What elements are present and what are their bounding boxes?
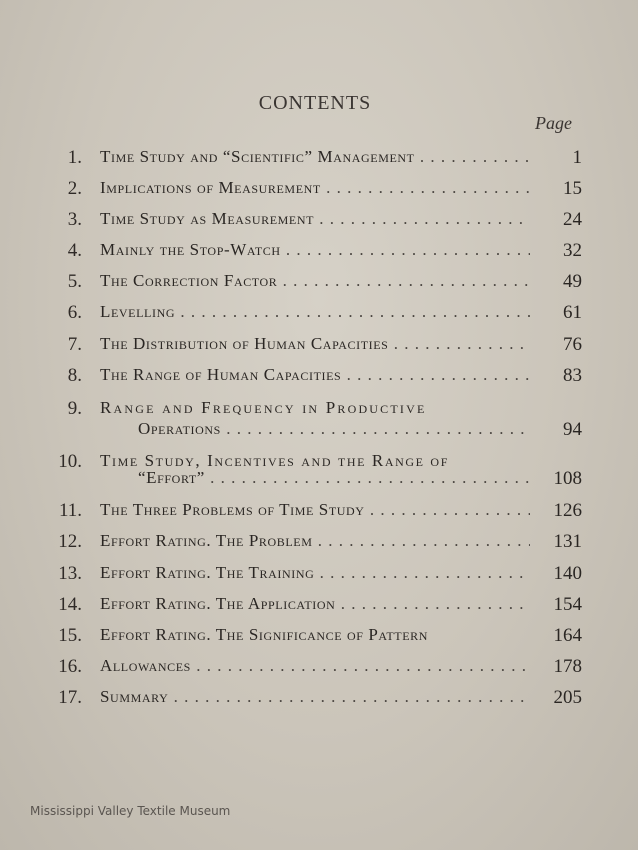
page-number: 1: [572, 147, 582, 168]
chapter-title: Effort Rating. The Problem . . .: [100, 531, 530, 551]
chapter-title: The Correction Factor . . .: [100, 271, 530, 291]
page-number: 154: [553, 594, 582, 615]
chapter-number: 4.: [67, 240, 82, 261]
chapter-number: 5.: [67, 271, 82, 292]
page-number: 126: [553, 500, 582, 521]
page-number: 140: [553, 563, 582, 584]
page-number: 76: [563, 334, 582, 355]
chapter-title: The Distribution of Human Capacities . . .: [100, 334, 530, 354]
chapter-number: 17.: [58, 687, 82, 708]
page-number: 94: [563, 419, 582, 440]
page-title: CONTENTS: [258, 92, 372, 114]
chapter-number: 16.: [58, 656, 82, 677]
chapter-number: 2.: [67, 178, 82, 199]
chapter-title: Allowances . . .: [100, 656, 530, 676]
page-number: 205: [553, 687, 582, 708]
chapter-number: 7.: [67, 334, 82, 355]
page-number: 24: [563, 209, 582, 230]
chapter-title: Summary . . .: [100, 687, 530, 707]
page-number: 108: [553, 468, 582, 489]
page-number: 178: [553, 656, 582, 677]
chapter-title: Time Study as Measurement . . .: [100, 209, 530, 229]
chapter-title: Time Study and “Scientific” Management . . .: [100, 147, 530, 167]
chapter-title: Effort Rating. The Application . . .: [100, 594, 530, 614]
chapter-number: 6.: [67, 302, 82, 323]
chapter-title-line1: Range and Frequency in Productive: [100, 398, 427, 417]
page-number: 32: [563, 240, 582, 261]
chapter-title: Mainly the Stop-Watch . . .: [100, 240, 530, 260]
page-column-label: Page: [535, 113, 572, 133]
chapter-number: 13.: [58, 563, 82, 584]
chapter-number: 8.: [67, 365, 82, 386]
page-number: 83: [563, 365, 582, 386]
page-number: 49: [563, 271, 582, 292]
chapter-number: 12.: [58, 531, 82, 552]
page-number: 131: [553, 531, 582, 552]
page-number: 15: [563, 178, 582, 199]
chapter-title-line1: Time Study, Incentives and the Range of: [100, 451, 449, 470]
chapter-number: 14.: [58, 594, 82, 615]
chapter-title-line2: Operations . . .: [138, 419, 531, 439]
chapter-number: 1.: [67, 147, 82, 168]
chapter-title: Implications of Measurement . . .: [100, 178, 530, 198]
chapter-number: 15.: [58, 625, 82, 646]
chapter-title: Levelling . . .: [100, 302, 530, 322]
page-number: 61: [563, 302, 582, 323]
chapter-number: 3.: [67, 209, 82, 230]
chapter-title: Effort Rating. The Training . . .: [100, 563, 530, 583]
watermark-text: Mississippi Valley Textile Museum: [30, 804, 231, 818]
page-number: 164: [553, 625, 582, 646]
chapter-number: 10.: [58, 451, 82, 472]
chapter-number: 9.: [67, 398, 82, 419]
chapter-title: The Range of Human Capacities . . .: [100, 365, 530, 385]
chapter-title: Effort Rating. The Significance of Pattern: [100, 625, 429, 644]
chapter-title-line2: “Effort” . . .: [138, 468, 531, 488]
chapter-title: The Three Problems of Time Study . . .: [100, 500, 530, 520]
chapter-number: 11.: [58, 500, 82, 521]
